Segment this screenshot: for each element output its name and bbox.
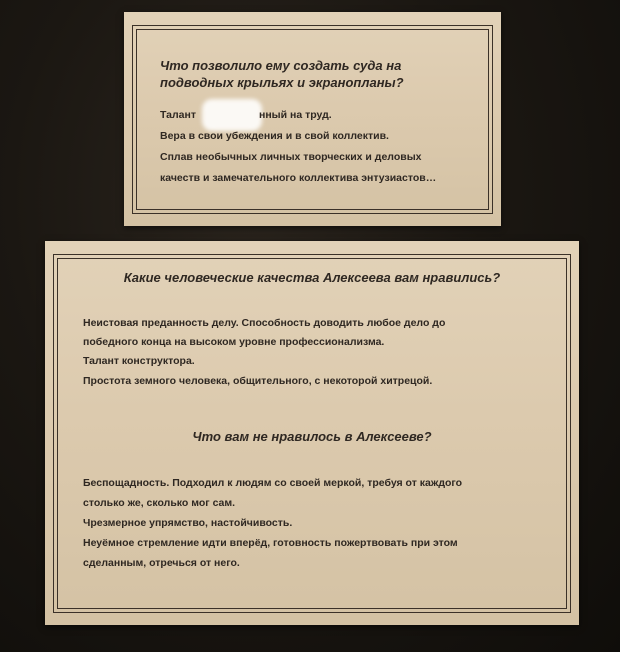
top-plaque (124, 12, 501, 226)
top-line-faith: Вера в свои убеждения и в свой коллектив. (160, 130, 389, 142)
top-line-alloy: Сплав необычных личных творческих и деловых (160, 151, 422, 163)
likes-line-2: победного конца на высоком уровне профессионализма. (83, 336, 385, 348)
likes-line-4: Простота земного человека, общительного, с некоторой хитрецой. (83, 375, 433, 387)
top-line-talent-end: нный на труд. (259, 109, 332, 121)
bottom-question-likes: Какие человеческие качества Алексеева вам нравились? (123, 270, 501, 285)
likes-line-1: Неистовая преданность делу. Способность доводить любое дело до (83, 317, 446, 329)
dislikes-line-3: Чрезмерное упрямство, настойчивость. (83, 517, 293, 529)
blurred-patch (202, 99, 262, 131)
bottom-question-dislikes: Что вам не нравилось в Алексееве? (192, 429, 432, 444)
top-line-qualities: качеств и замечательного коллектива энтузиастов… (160, 172, 437, 184)
likes-line-3: Талант конструктора. (83, 355, 195, 367)
bottom-plaque (45, 241, 579, 625)
dislikes-line-5: сделанным, отречься от него. (83, 557, 240, 569)
dislikes-line-1: Беспощадность. Подходил к людям со своей меркой, требуя от каждого (83, 477, 463, 489)
top-question-line-1: Что позволило ему создать суда на (160, 58, 402, 73)
top-question-line-2: подводных крыльях и экранопланы? (160, 75, 404, 90)
dislikes-line-4: Неуёмное стремление идти вперёд, готовность пожертвовать при этом (83, 537, 458, 549)
dislikes-line-2: столько же, сколько мог сам. (83, 497, 236, 509)
top-line-talent-start: Талант (160, 109, 196, 121)
